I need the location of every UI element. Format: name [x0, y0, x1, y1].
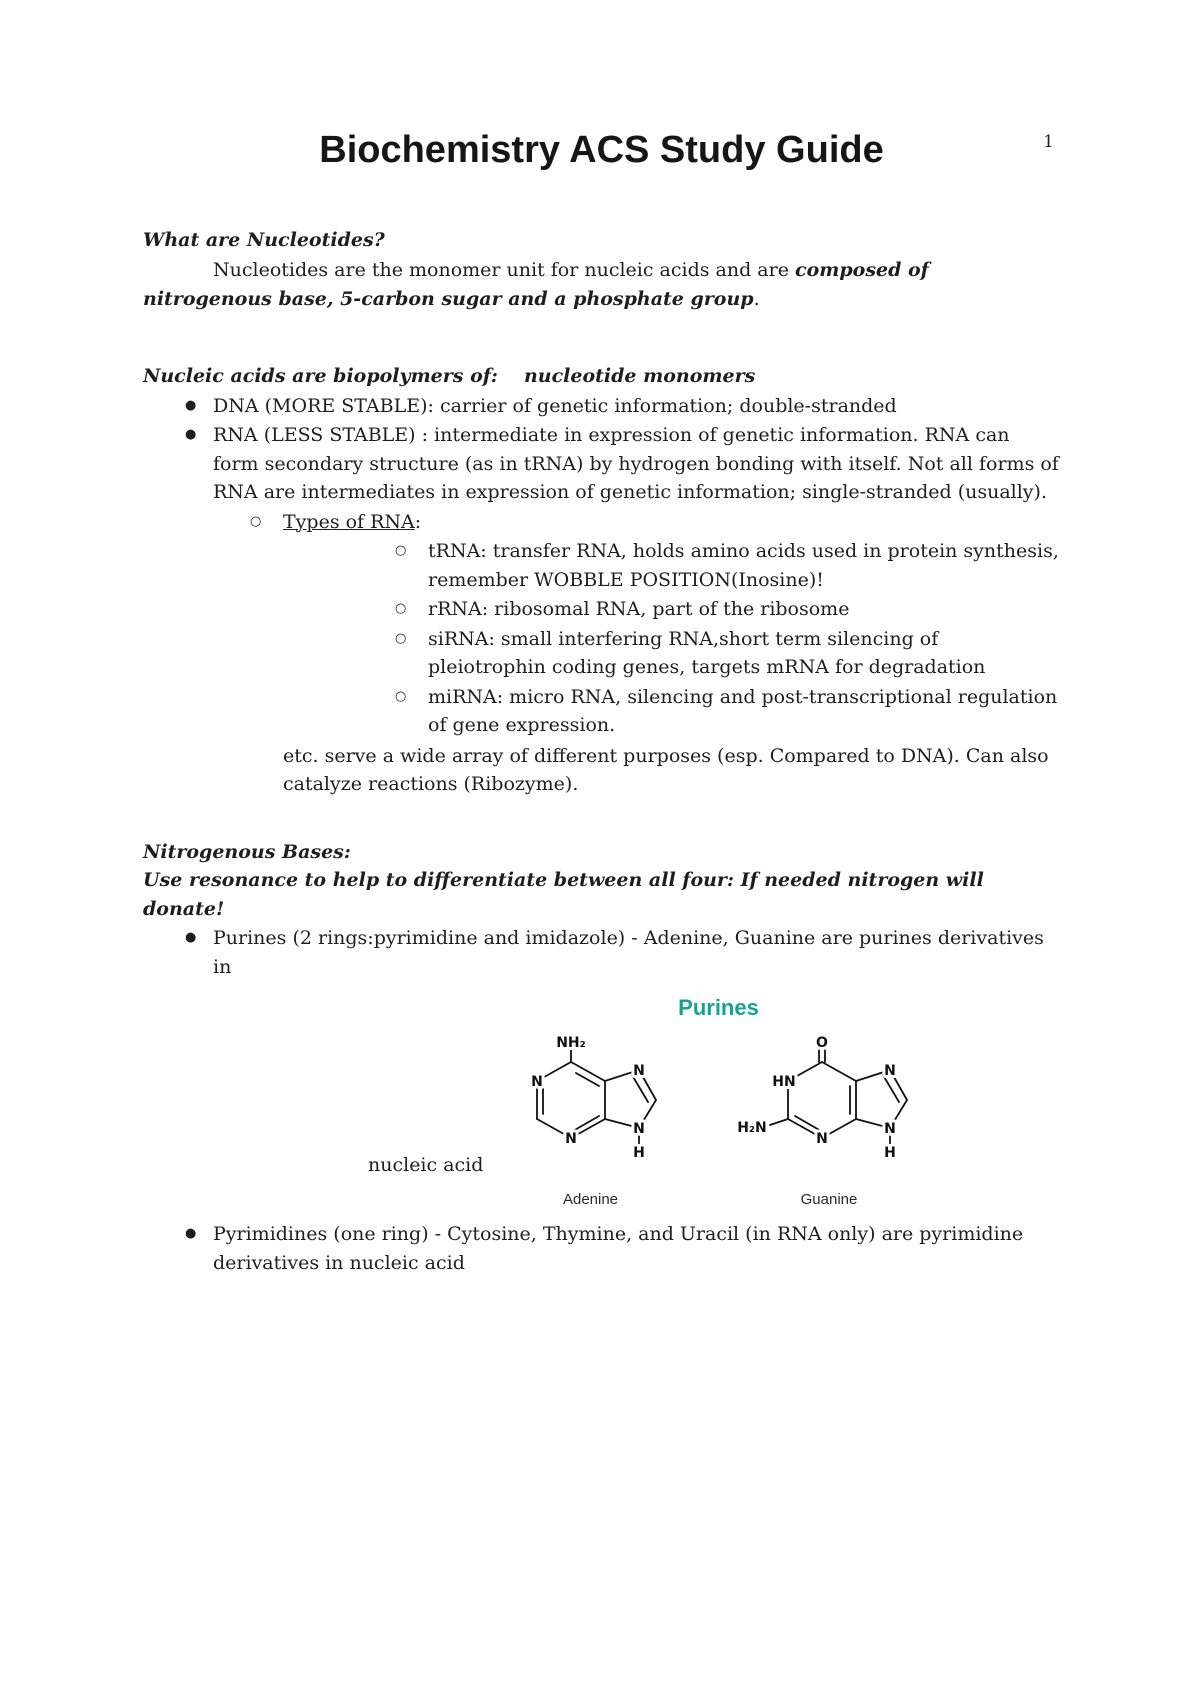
types-of-rna-label: Types of RNA: [283, 510, 415, 533]
adenine-nh2-label: NH₂: [556, 1035, 586, 1052]
spacer: [143, 332, 1060, 362]
hollow-bullet-icon: [395, 537, 428, 565]
rrna-text: rRNA: ribosomal RNA, part of the ribosome: [428, 598, 850, 621]
adenine-n1-label: N: [531, 1074, 543, 1091]
trna-text: tRNA: transfer RNA, holds amino acids used in protein synthesis, remember WOBBLE POSITION(Inosine)!: [428, 540, 1059, 591]
nucleotides-paragraph: [143, 256, 1060, 313]
adenine-caption: Adenine: [562, 1190, 619, 1208]
list-item-purines: [143, 924, 1060, 981]
adenine-n7-label: N: [633, 1063, 645, 1080]
sirna-text: siRNA: small interfering RNA,short term silencing of pleiotrophin coding genes, targets mRNA for degradation: [428, 627, 986, 679]
heading-what-are-nucleotides: What are Nucleotides?: [143, 228, 385, 251]
adenine-molecule: [493, 1028, 688, 1211]
guanine-h9-label: H: [884, 1145, 896, 1162]
bullet-icon: [185, 421, 213, 449]
hollow-bullet-icon: [250, 508, 283, 536]
types-of-rna-heading: [283, 508, 1060, 537]
guanine-n7-label: N: [884, 1063, 896, 1080]
list-item-rna: [143, 421, 1060, 507]
adenine-structure-drawing: [493, 1028, 688, 1178]
structures-row: [493, 1028, 944, 1211]
bullet-icon: [185, 392, 213, 420]
rna-bullet-text: RNA (LESS STABLE) : intermediate in expression of genetic information. RNA can form secondary structure (as in tRNA) by hydrogen bonding with itself. Not all forms of RNA are intermediates in expression of genetic information; single-stranded (usually).: [213, 424, 1059, 504]
list-item-types-of-rna: [143, 508, 1060, 537]
adenine-n3-label: N: [565, 1131, 577, 1148]
nucleotides-body-start: Nucleotides are the monomer unit for nucleic acids and are: [213, 259, 796, 282]
pyrimidines-bullet-text: Pyrimidines (one ring) - Cytosine, Thymine, and Uracil (in RNA only) are pyrimidine derivatives in nucleic acid: [213, 1223, 1024, 1274]
list-item-trna: [143, 537, 1060, 594]
figure-title: Purines: [678, 995, 759, 1021]
document-page: [0, 128, 1200, 1277]
purines-bullet-text: Purines (2 rings:pyrimidine and imidazole) - Adenine, Guanine are purines derivatives in: [213, 927, 1044, 978]
list-item-mirna: [143, 683, 1060, 740]
guanine-o-label: O: [816, 1035, 828, 1052]
adenine-n9-label: N: [633, 1121, 645, 1138]
rna-etc-note: etc. serve a wide array of different purposes (esp. Compared to DNA). Can also catalyze reactions (Ribozyme).: [283, 744, 1049, 796]
heading-nucleic-acids: [143, 362, 1060, 391]
guanine-molecule: [714, 1028, 944, 1211]
guanine-n3-label: N: [816, 1131, 828, 1148]
mirna-text: miRNA: micro RNA, silencing and post-transcriptional regulation of gene expression.: [428, 685, 1058, 737]
nucleotides-body-bold: composed of nitrogenous base, 5-carbon sugar and a phosphate group: [143, 259, 929, 310]
spacer: [143, 818, 1060, 838]
list-item-rrna: [143, 595, 1060, 624]
list-item-pyrimidines: [143, 1220, 1060, 1277]
bullet-icon: [185, 924, 213, 952]
document-title: Biochemistry ACS Study Guide: [319, 129, 884, 171]
guanine-h2n-label: H₂N: [737, 1120, 767, 1137]
nucleotides-body-period: .: [753, 287, 760, 310]
guanine-hn-label: HN: [772, 1074, 796, 1091]
nucleic-acids-heading-label: Nucleic acids are biopolymers of:: [143, 365, 498, 388]
hollow-bullet-icon: [395, 625, 428, 653]
nucleic-acids-heading-answer: nucleotide monomers: [523, 365, 756, 388]
guanine-caption: Guanine: [800, 1190, 858, 1208]
purines-wrap-text: nucleic acid: [368, 1154, 484, 1177]
guanine-n9-label: N: [884, 1121, 896, 1138]
list-item-sirna: [143, 625, 1060, 682]
adenine-atom-labels: [531, 1035, 645, 1161]
dna-bullet-text: DNA (MORE STABLE): carrier of genetic information; double-stranded: [213, 394, 897, 417]
adenine-h9-label: H: [633, 1145, 645, 1162]
hollow-bullet-icon: [395, 683, 428, 711]
heading-nitrogenous-bases: Nitrogenous Bases:: [143, 840, 351, 863]
purines-figure: [493, 991, 944, 1211]
hollow-bullet-icon: [395, 595, 428, 623]
nitrogenous-bases-subheading: Use resonance to help to differentiate between all four: If needed nitrogen will donate!: [143, 869, 984, 920]
list-item-dna: [143, 392, 1060, 421]
purines-figure-section: [143, 991, 1060, 1219]
types-of-rna-colon: :: [414, 510, 422, 533]
guanine-structure-drawing: [714, 1028, 944, 1178]
guanine-atom-labels: [737, 1035, 896, 1161]
bullet-icon: [185, 1220, 213, 1248]
page-number: 1: [1043, 132, 1054, 152]
